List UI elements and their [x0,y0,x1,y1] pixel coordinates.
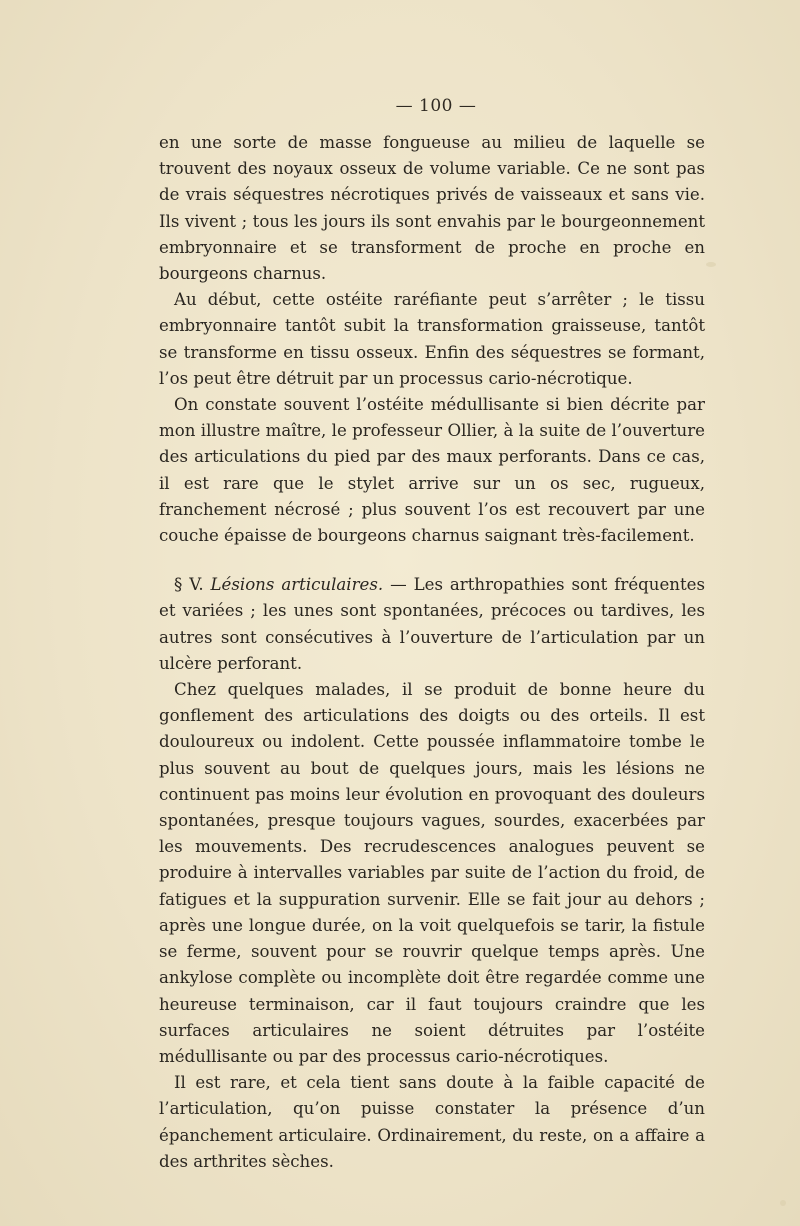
paragraph-3: On constate souvent l’ostéite médullisante si bien décrite par mon illustre maître, le professeur Ollier, à la suite de l’ouverture des articulations du pied par des maux perforants. Dans ce cas, il est rare que le stylet arrive sur un os sec, rugueux, franchement nécrosé ; plus souvent l’os est recouvert par une couche épaisse de bourgeons charnus saignant très-facilement. [159,395,705,546]
paragraph-5: Chez quelques malades, il se produit de bonne heure du gonflement des articulations des doigts ou des orteils. Il est douloureux ou indolent. Cette poussée inflammatoire tombe le plus souvent au bout de quelques jours, mais les lésions ne continuent pas moins leur évolution en provoquant des douleurs spontanées, presque toujours vagues, sourdes, exacerbées par les mouvements. Des recrudescences analogues peuvent se produire à intervalles variables par suite de l’action du froid, de fatigues et la suppuration survenir. Elle se fait jour au dehors ; après une longue durée, on la voit quelquefois se tarir, la fistule se ferme, souvent pour se rouvrir quelque temps après. Une ankylose complète ou incomplète doit être regardée comme une heureuse terminaison, car il faut toujours craindre que les surfaces articulaires ne soient détruites par l’ostéite médullisante ou par des processus cario-nécrotiques. [159,680,705,1066]
paragraph-6: Il est rare, et cela tient sans doute à la faible capacité de l’articulation, qu’on puisse constater la présence d’un épanchement articulaire. Ordinairement, du reste, on a affaire a des arthrites sèches. [159,1073,705,1171]
section-title: Lésions articulaires. [210,575,384,595]
section-number: § V. [174,575,204,595]
section-heading-paragraph [159,572,705,677]
body-text [159,130,705,1175]
section-intro-text: — Les arthropathies sont fréquentes et variées ; les unes sont spontanées, précoces ou tardives, les autres sont consécutives à l’ouverture de l’articulation par un ulcère perforant. [159,575,705,673]
paper-stain [706,262,716,267]
paper-stain [780,1200,786,1206]
section-spacer [159,549,705,572]
paragraph-1: en une sorte de masse fongueuse au milieu de laquelle se trouvent des noyaux osseux de volume variable. Ce ne sont pas de vrais séquestres nécrotiques privés de vaisseaux et sans vie. Ils vivent ; tous les jours ils sont envahis par le bourgeonnement embryonnaire et se transforment de proche en proche en bourgeons charnus. [159,133,705,284]
paragraph-2: Au début, cette ostéite raréfiante peut s’arrêter ; le tissu embryonnaire tantôt subit la transformation graisseuse, tantôt se transforme en tissu osseux. Enfin des séquestres se formant, l’os peut être détruit par un processus cario-nécrotique. [159,290,705,388]
page-number: — 100 — [395,96,477,116]
